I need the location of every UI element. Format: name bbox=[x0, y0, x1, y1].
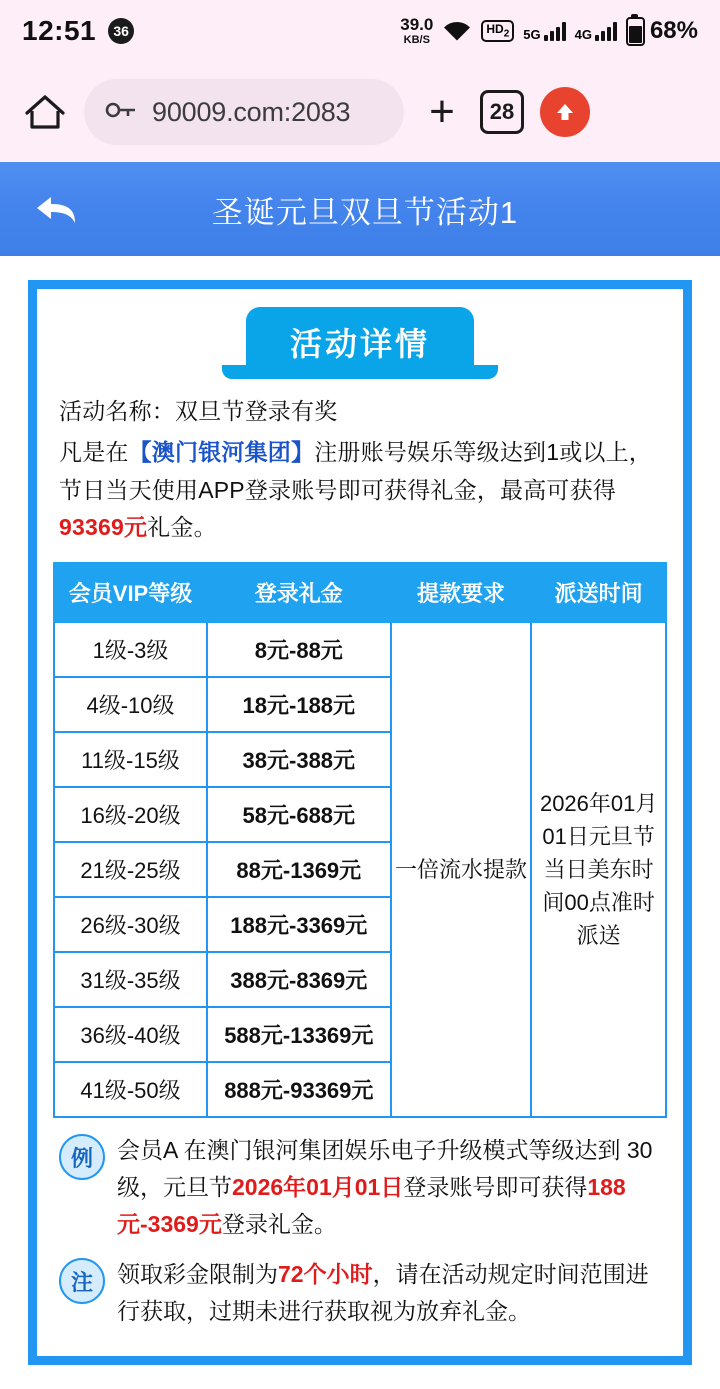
caution-duration: 72个小时 bbox=[278, 1261, 373, 1288]
cell-level: 4级-10级 bbox=[54, 677, 207, 732]
sim1-signal-icon bbox=[523, 21, 565, 41]
permission-chip-icon[interactable] bbox=[104, 97, 138, 128]
status-bar-left bbox=[22, 15, 134, 47]
home-icon[interactable] bbox=[22, 89, 68, 135]
cell-level: 16级-20级 bbox=[54, 787, 207, 842]
cell-gift: 88元-1369元 bbox=[207, 842, 391, 897]
cell-level: 21级-25级 bbox=[54, 842, 207, 897]
url-text[interactable]: 90009.com:2083 bbox=[152, 96, 351, 127]
promotion-card bbox=[28, 280, 692, 1365]
vip-reward-table bbox=[53, 562, 667, 1118]
caution-note bbox=[59, 1256, 661, 1330]
new-tab-button[interactable]: + bbox=[429, 87, 455, 136]
desc-part-2: 注册账号娱乐等级达到1或以上，节日当天使用APP登录账号即可获得礼金，最高可获得 bbox=[59, 439, 653, 503]
page-content bbox=[0, 256, 720, 1389]
cell-gift: 8元-88元 bbox=[207, 622, 391, 677]
upload-arrow-icon[interactable] bbox=[540, 87, 590, 137]
cell-gift: 388元-8369元 bbox=[207, 952, 391, 1007]
sim1-bars-icon bbox=[544, 21, 566, 41]
example-text-b: 登录账号即可获得 bbox=[403, 1173, 588, 1200]
activity-description bbox=[59, 434, 661, 546]
network-speed-unit: KB/S bbox=[403, 34, 430, 46]
example-note bbox=[59, 1132, 661, 1242]
ribbon-container bbox=[53, 307, 667, 379]
example-amount: 188元-3369元 bbox=[117, 1173, 626, 1237]
desc-brand-highlight: 【澳门银河集团】 bbox=[128, 439, 315, 466]
url-bar[interactable] bbox=[84, 79, 404, 145]
battery-indicator bbox=[626, 17, 698, 46]
status-bar bbox=[0, 0, 720, 62]
cell-level: 31级-35级 bbox=[54, 952, 207, 1007]
network-speed-indicator bbox=[400, 16, 433, 46]
table-header-level: 会员VIP等级 bbox=[54, 563, 207, 622]
hd-voice-icon: $HD_2$ bbox=[481, 20, 514, 43]
example-badge: 例 bbox=[59, 1134, 105, 1180]
browser-toolbar bbox=[0, 62, 720, 162]
table-row bbox=[54, 622, 666, 677]
caution-text-a: 领取彩金限制为 bbox=[117, 1261, 278, 1288]
notification-count-badge: 36 bbox=[108, 18, 134, 44]
battery-icon bbox=[626, 17, 645, 46]
back-arrow-icon[interactable] bbox=[30, 183, 82, 235]
status-bar-right bbox=[400, 16, 698, 46]
cell-level: 26级-30级 bbox=[54, 897, 207, 952]
table-header-row bbox=[54, 563, 666, 622]
cell-gift: 588元-13369元 bbox=[207, 1007, 391, 1062]
promotion-ribbon-title: 活动详情 bbox=[246, 307, 474, 379]
example-text-c: 登录礼金。 bbox=[221, 1210, 337, 1237]
status-clock: 12:51 bbox=[22, 15, 97, 46]
cell-level: 41级-50级 bbox=[54, 1062, 207, 1117]
page-header bbox=[0, 162, 720, 256]
tab-switcher-button[interactable]: 28 bbox=[480, 90, 524, 134]
caution-note-text bbox=[117, 1256, 661, 1330]
table-header-withdraw: 提款要求 bbox=[391, 563, 532, 622]
caution-badge: 注 bbox=[59, 1258, 105, 1304]
sim2-network-label: 4G bbox=[574, 27, 592, 42]
caution-text-b: ，请在活动规定时间范围进行获取，过期未进行获取视为放弃礼金。 bbox=[117, 1261, 649, 1325]
table-header-delivery: 派送时间 bbox=[531, 563, 666, 622]
desc-max-amount: 93369元 bbox=[59, 513, 148, 540]
wifi-icon bbox=[442, 19, 472, 43]
network-speed-value: 39.0 bbox=[400, 15, 434, 34]
battery-percent: 68% bbox=[649, 17, 698, 44]
example-date: 2026年01月01日 bbox=[232, 1173, 404, 1200]
cell-gift: 18元-188元 bbox=[207, 677, 391, 732]
activity-name-label: 活动名称： bbox=[59, 398, 175, 424]
cell-withdraw-requirement: 一倍流水提款 bbox=[391, 622, 532, 1117]
cell-level: 11级-15级 bbox=[54, 732, 207, 787]
sim2-signal-icon bbox=[575, 21, 617, 41]
cell-gift: 38元-388元 bbox=[207, 732, 391, 787]
cell-level: 36级-40级 bbox=[54, 1007, 207, 1062]
desc-part-3: 礼金。 bbox=[147, 513, 217, 540]
cell-gift: 888元-93369元 bbox=[207, 1062, 391, 1117]
desc-part-1: 凡是在 bbox=[59, 439, 129, 466]
cell-gift: 58元-688元 bbox=[207, 787, 391, 842]
activity-name-line bbox=[59, 393, 661, 430]
cell-gift: 188元-3369元 bbox=[207, 897, 391, 952]
sim1-network-label: 5G bbox=[523, 27, 541, 42]
cell-delivery-time: 2026年01月01日元旦节当日美东时间00点准时派送 bbox=[531, 622, 666, 1117]
activity-name-value: 双旦节登录有奖 bbox=[175, 398, 338, 424]
example-note-text bbox=[117, 1132, 661, 1242]
sim2-bars-icon bbox=[595, 21, 617, 41]
page-title: 圣诞元旦双旦节活动1 bbox=[211, 194, 519, 230]
cell-level: 1级-3级 bbox=[54, 622, 207, 677]
table-header-gift: 登录礼金 bbox=[207, 563, 391, 622]
example-text-a: 会员A 在澳门银河集团娱乐电子升级模式等级达到 30级，元旦节 bbox=[117, 1137, 653, 1200]
